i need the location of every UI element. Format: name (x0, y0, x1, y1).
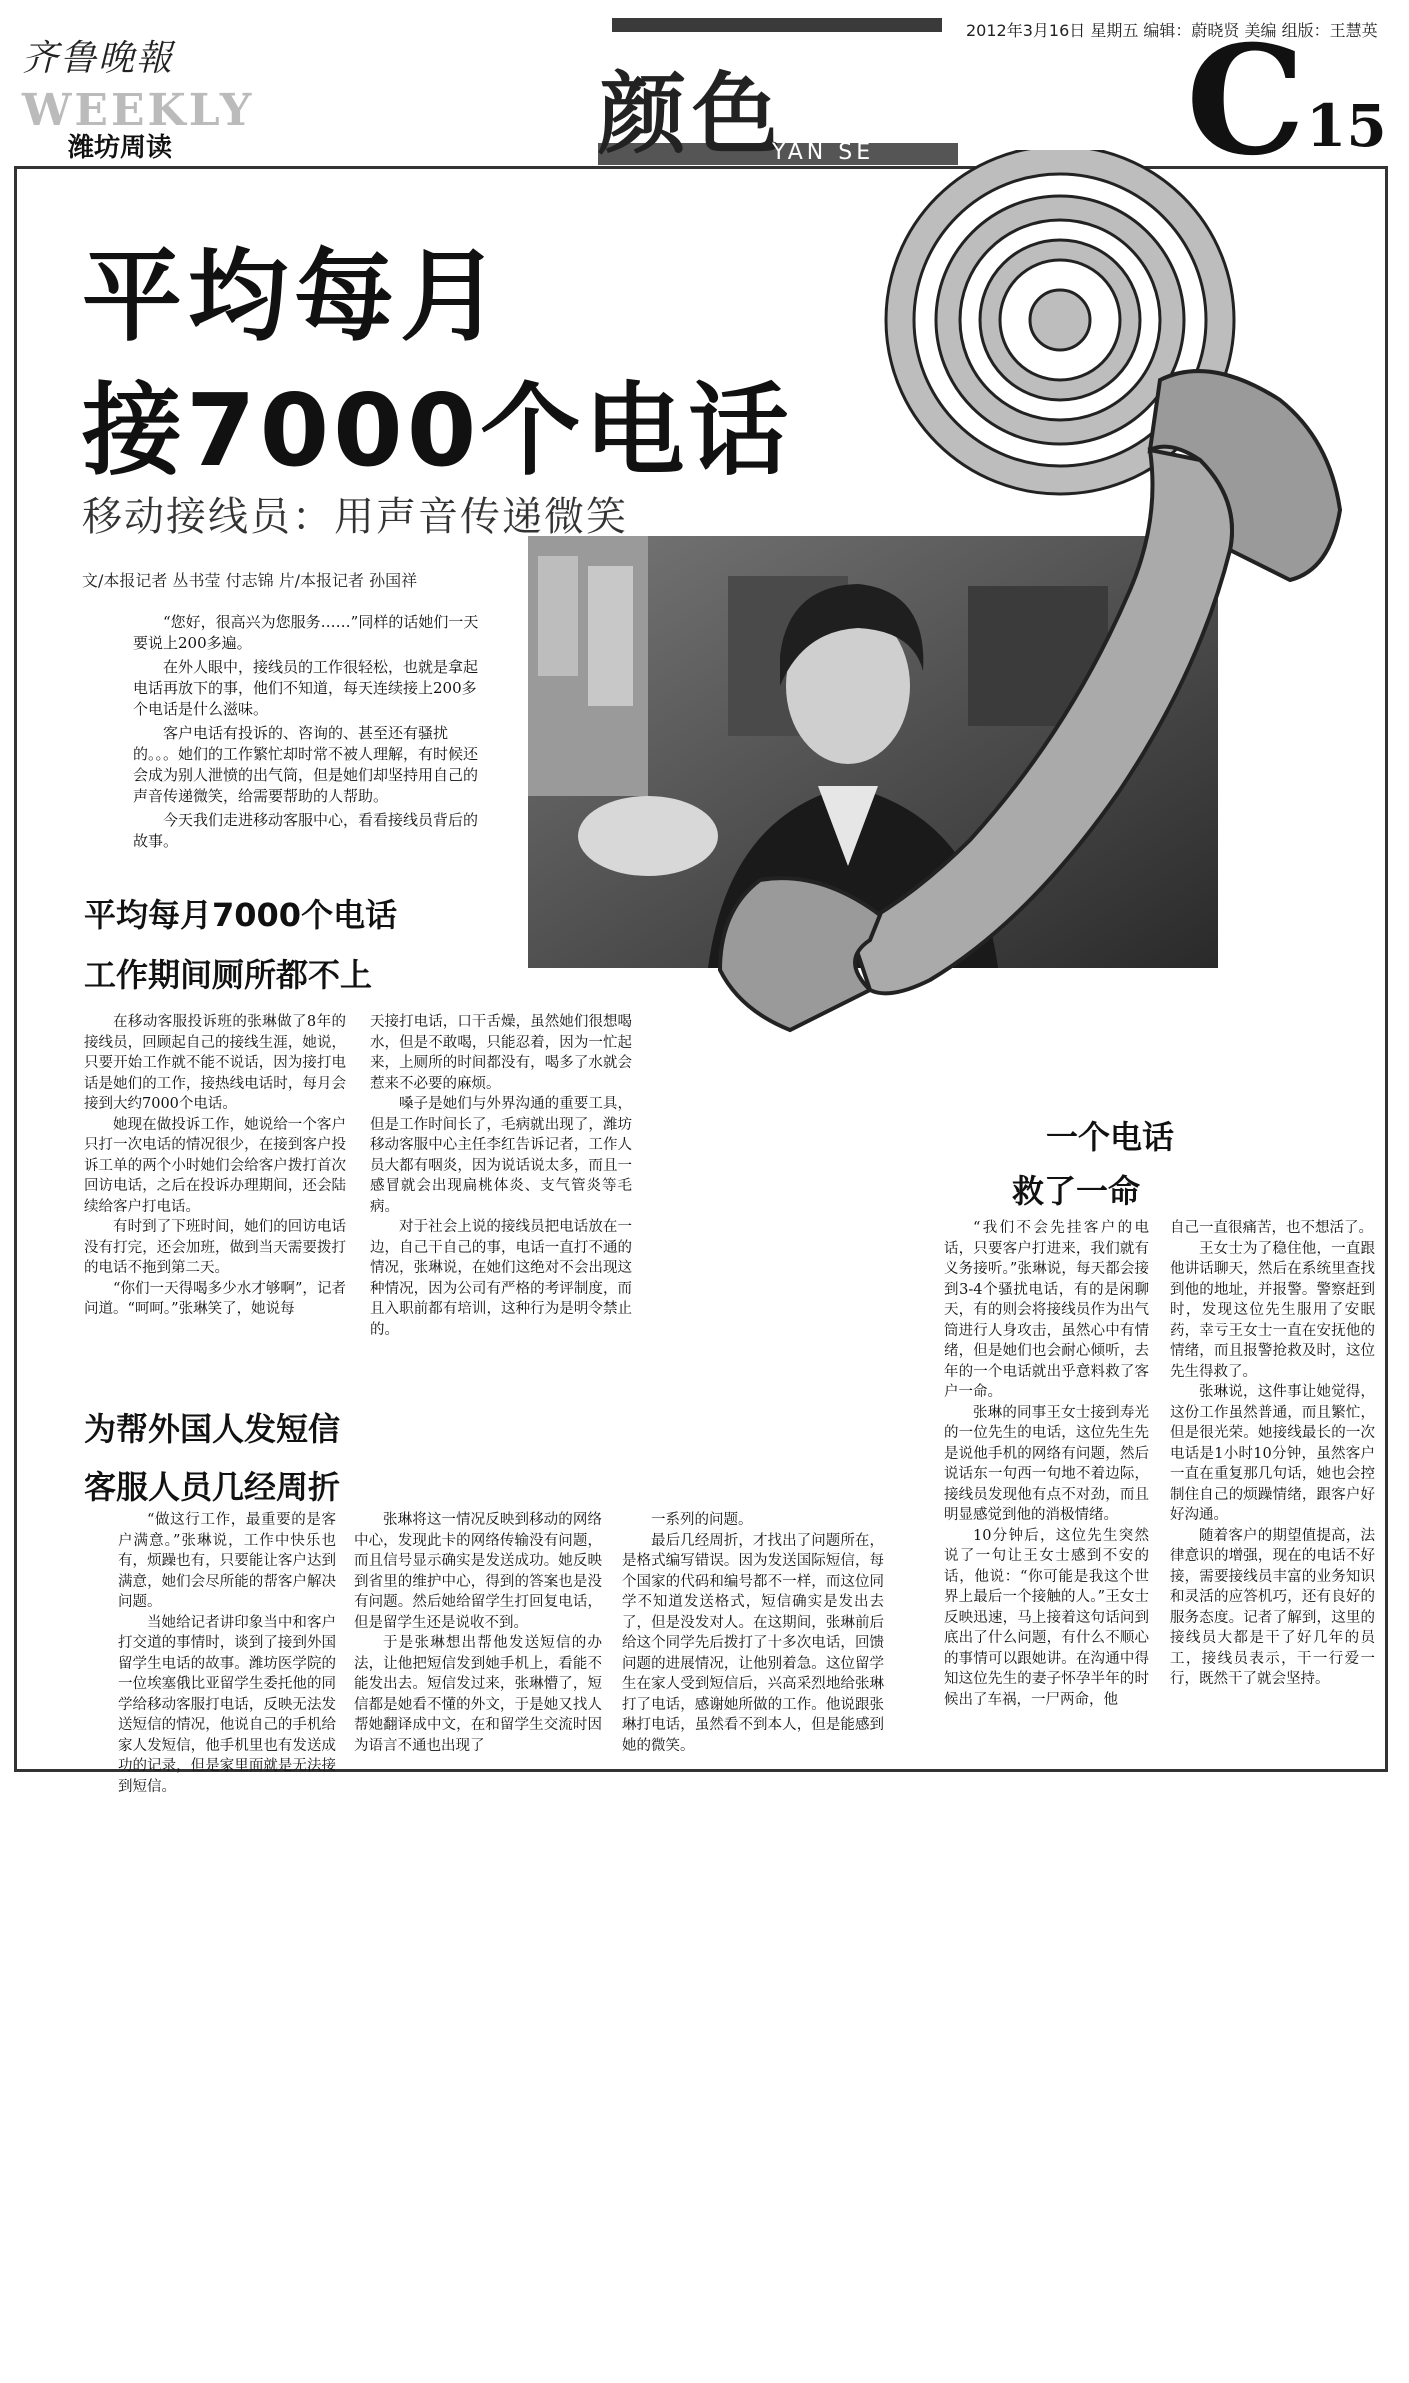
lead-paragraph: 客户电话有投诉的、咨询的、甚至还有骚扰的。。。她们的工作繁忙却时常不被人理解，有时候还会成为别人泄愤的出气筒，但是她们却坚持用自己的声音传递微笑，给需要帮助的人帮助。 (133, 724, 479, 805)
section3-column2 (1170, 1218, 1375, 1690)
paragraph: 当她给记者讲印象当中和客户打交道的事情时，谈到了接到外国留学生电话的故事。潍坊医学院的一位埃塞俄比亚留学生委托他的同学给移动客服打电话，反映无法发送短信的情况，他说自己的手机给家人发短信，他手机里也有发送成功的记录，但是家里面就是无法接到短信。 (118, 1614, 336, 1795)
paragraph: 10分钟后，这位先生突然说了一句让王女士感到不安的话，他说：“你可能是我这个世界上最后一个接触的人。”王女士反映迅速，马上接着这句话问到底出了什么问题，有什么不顺心的事情可以跟她讲。在沟通中得知这位先生的妻子怀孕半年的时候出了车祸，一尸两命，他 (944, 1527, 1149, 1708)
section2-column3 (622, 1510, 884, 1756)
lead-paragraph: “您好，很高兴为您服务……”同样的话她们一天要说上200多遍。 (133, 613, 479, 652)
telephone-graphic (640, 150, 1400, 1210)
paragraph: 自己一直很痛苦，也不想活了。 (1170, 1220, 1373, 1236)
weekly-logo: WEEKLY (22, 85, 255, 136)
weekly-subtitle: 潍坊周读 (68, 133, 173, 163)
paragraph: 随着客户的期望值提高，法律意识的增强，现在的电话不好接，需要接线员丰富的业务知识和灵活的应答机巧，还有良好的服务态度。记者了解到，这里的接线员大都是干了好几年的员工，接线员表示，干一行爱一行，既然干了就会坚持。 (1170, 1527, 1375, 1687)
paragraph: 对于社会上说的接线员把电话放在一边，自己干自己的事，电话一直打不通的情况，张琳说，在她们这绝对不会出现这种情况，因为公司有严格的考评制度，而且入职前都有培训，这种行为是明令禁止的。 (370, 1219, 632, 1338)
paragraph: 最后几经周折，才找出了问题所在，是格式编写错误。因为发送国际短信，每个国家的代码和编号都不一样，而这位同学不知道发送格式，短信确实是发出去了，但是没发对人。在这期间，张琳前后给这个同学先后拨打了十多次电话，回馈问题的进展情况，让他别着急。这位留学生在家人受到短信后，兴高采烈地给张琳打了电话，感谢她所做的工作。他说跟张琳打电话，虽然看不到本人，但是能感到她的微笑。 (622, 1532, 884, 1754)
section2-column2 (354, 1510, 602, 1756)
paragraph: 张琳说，这件事让她觉得，这份工作虽然普通，而且繁忙，但是很光荣。她接线最长的一次电话是1小时10分钟，虽然客户一直在重复那几句话，她也会控制住自己的烦躁情绪，跟客户好好沟通。 (1170, 1384, 1375, 1523)
header-rule (612, 18, 942, 32)
paragraph: 张琳的同事王女士接到寿光的一位先生的电话，这位先生先是说他手机的网络有问题，然后说话东一句西一句地不着边际，接线员发现他有点不对劲，而且明显感觉到他的消极情绪。 (944, 1404, 1149, 1523)
section3-title2: 救了一命 (1012, 1172, 1141, 1210)
section1-column2 (370, 1012, 632, 1340)
paragraph: “你们一天得喝多少水才够啊”，记者问道。“呵呵。”张琳笑了，她说每 (84, 1280, 346, 1317)
section-title: 颜色 (598, 62, 787, 166)
section2-column1 (118, 1510, 336, 1797)
headline-subtitle: 移动接线员：用声音传递微笑 (82, 494, 628, 540)
section3-title1: 一个电话 (1046, 1118, 1175, 1156)
section2-title1: 为帮外国人发短信 (84, 1410, 341, 1448)
paragraph: “我们不会先挂客户的电话，只要客户打进来，我们就有义务接听。”张琳说，每天都会接到3-4个骚扰电话，有的是闲聊天，有的则会将接线员作为出气筒进行人身攻击，虽然心中有情绪，但是她们也会耐心倾听，去年的一个电话就出乎意料救了客户一命。 (944, 1220, 1149, 1400)
section1-title2: 工作期间厕所都不上 (84, 956, 373, 994)
newspaper-name: 齐鲁晚報 (22, 38, 175, 79)
paragraph: 于是张琳想出帮他发送短信的办法，让他把短信发到她手机上，看能不能发出去。短信发过来，张琳懵了，短信都是她看不懂的外文，于是她又找人帮她翻译成中文，在和留学生交流时因为语言不通也出现了 (354, 1635, 602, 1754)
section2-title2: 客服人员几经周折 (84, 1468, 341, 1506)
lead-paragraph: 今天我们走进移动客服中心，看看接线员背后的故事。 (133, 811, 479, 850)
date-line: 2012年3月16日 星期五 编辑：蔚晓贤 美编 组版：王慧英 (966, 21, 1378, 40)
section1-column1 (84, 1012, 346, 1320)
paragraph: 她现在做投诉工作，她说给一个客户只打一次电话的情况很少，在接到客户投诉工单的两个小时她们会给客户拨打首次回访电话，之后在投诉办理期间，还会陆续给客户打电话。 (84, 1116, 346, 1215)
headline-line1: 平均每月 (82, 238, 506, 355)
lead-paragraph: 在外人眼中，接线员的工作很轻松，也就是拿起电话再放下的事，他们不知道，每天连续接上200多个电话是什么滋味。 (133, 658, 479, 718)
section1-title1: 平均每月7000个电话 (84, 896, 398, 934)
paragraph: 天接打电话，口干舌燥，虽然她们很想喝水，但是不敢喝，只能忍着，因为一忙起来，上厕所的时间都没有，喝多了水就会惹来不必要的麻烦。 (370, 1014, 632, 1092)
section-pinyin: YAN SE (772, 140, 875, 165)
paragraph: 王女士为了稳住他，一直跟他讲话聊天，然后在系统里查找到他的地址，并报警。警察赶到时，发现这位先生服用了安眠药，幸亏王女士一直在安抚他的情绪，而且报警抢救及时，这位先生得救了。 (1170, 1240, 1375, 1380)
paragraph: 一系列的问题。 (651, 1512, 753, 1528)
page-number: 15 (1306, 92, 1387, 160)
paragraph: 张琳将这一情况反映到移动的网络中心，发现此卡的网络传输没有问题，而且信号显示确实是发送成功。她反映到省里的维护中心，得到的答案也是没有问题。然后她给留学生打回复电话，但是留学生还是说收不到。 (354, 1512, 602, 1631)
paragraph: “做这行工作，最重要的是客户满意。”张琳说，工作中快乐也有，烦躁也有，只要能让客户达到满意，她们会尽所能的帮客户解决问题。 (118, 1512, 336, 1610)
headline-line2: 接7000个电话 (82, 372, 793, 489)
section3-column1 (944, 1218, 1149, 1710)
page-letter: C (1186, 13, 1306, 189)
lead-text (133, 612, 483, 855)
paragraph: 有时到了下班时间，她们的回访电话没有打完，还会加班，做到当天需要拨打的电话不拖到第二天。 (84, 1219, 346, 1276)
byline: 文/本报记者 丛书莹 付志锦 片/本报记者 孙国祥 (82, 571, 418, 590)
paragraph: 在移动客服投诉班的张琳做了8年的接线员，回顾起自己的接线生涯，她说，只要开始工作就不能不说话，因为接打电话是她们的工作，接热线电话时，每月会接到大约7000个电话。 (84, 1014, 346, 1112)
paragraph: 嗓子是她们与外界沟通的重要工具，但是工作时间长了，毛病就出现了，潍坊移动客服中心主任李红告诉记者，工作人员大都有咽炎，因为说话说太多，而且一感冒就会出现扁桃体炎、支气管炎等毛病。 (370, 1096, 632, 1215)
